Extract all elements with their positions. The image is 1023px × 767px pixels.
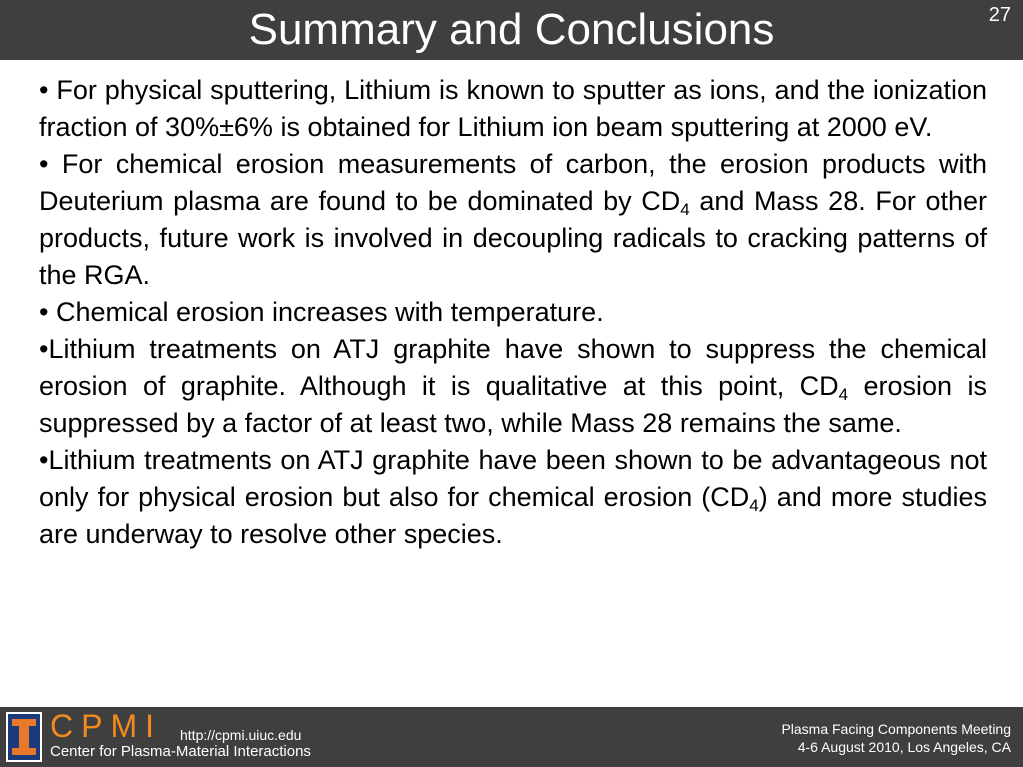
bullet-paragraph [39, 146, 987, 294]
slide-title: Summary and Conclusions [248, 5, 775, 54]
paragraph-text: ) and more studies are underway to resolve other species. [39, 482, 987, 549]
footer-bar [0, 707, 1023, 767]
center-name: Center for Plasma-Material Interactions [50, 743, 311, 760]
subscript: 4 [838, 385, 849, 404]
cpmi-logo-text: CPMI [50, 708, 162, 744]
meeting-name: Plasma Facing Components Meeting [781, 721, 1011, 737]
paragraph-text: and Mass 28. For other products, future work is involved in decoupling radicals to cracking patterns of the RGA. [39, 186, 987, 290]
paragraph-text: • For chemical erosion measurements of carbon, the erosion products with Deuterium plasma are found to be dominated by CD [39, 149, 987, 216]
meeting-info [781, 720, 1011, 756]
paragraph-text: • Chemical erosion increases with temperature. [39, 297, 604, 327]
bullet-paragraph [39, 72, 987, 146]
subscript: 4 [749, 496, 759, 515]
paragraph-text: erosion is suppressed by a factor of at least two, while Mass 28 remains the same. [39, 371, 987, 438]
paragraph-text: •Lithium treatments on ATJ graphite have shown to suppress the chemical erosion of graphite. Although it is qualitative at this point, CD [39, 334, 987, 401]
slide-number: 27 [988, 4, 1011, 26]
slide-body [39, 72, 987, 553]
bullet-paragraph [39, 442, 987, 553]
paragraph-text: • For physical sputtering, Lithium is known to sputter as ions, and the ionization fraction of 30%±6% is obtained for Lithium ion beam sputtering at 2000 eV. [39, 75, 987, 142]
subscript: 4 [680, 200, 690, 219]
bullet-paragraph [39, 294, 987, 331]
block-i-icon [8, 714, 40, 760]
website-link[interactable]: http://cpmi.uiuc.edu [180, 727, 302, 743]
university-logo-icon [6, 712, 42, 762]
paragraph-text: •Lithium treatments on ATJ graphite have been shown to be advantageous not only for physical erosion but also for chemical erosion (CD [39, 445, 987, 512]
meeting-date-location: 4-6 August 2010, Los Angeles, CA [797, 739, 1011, 755]
title-bar [0, 0, 1023, 60]
bullet-paragraph [39, 331, 987, 442]
